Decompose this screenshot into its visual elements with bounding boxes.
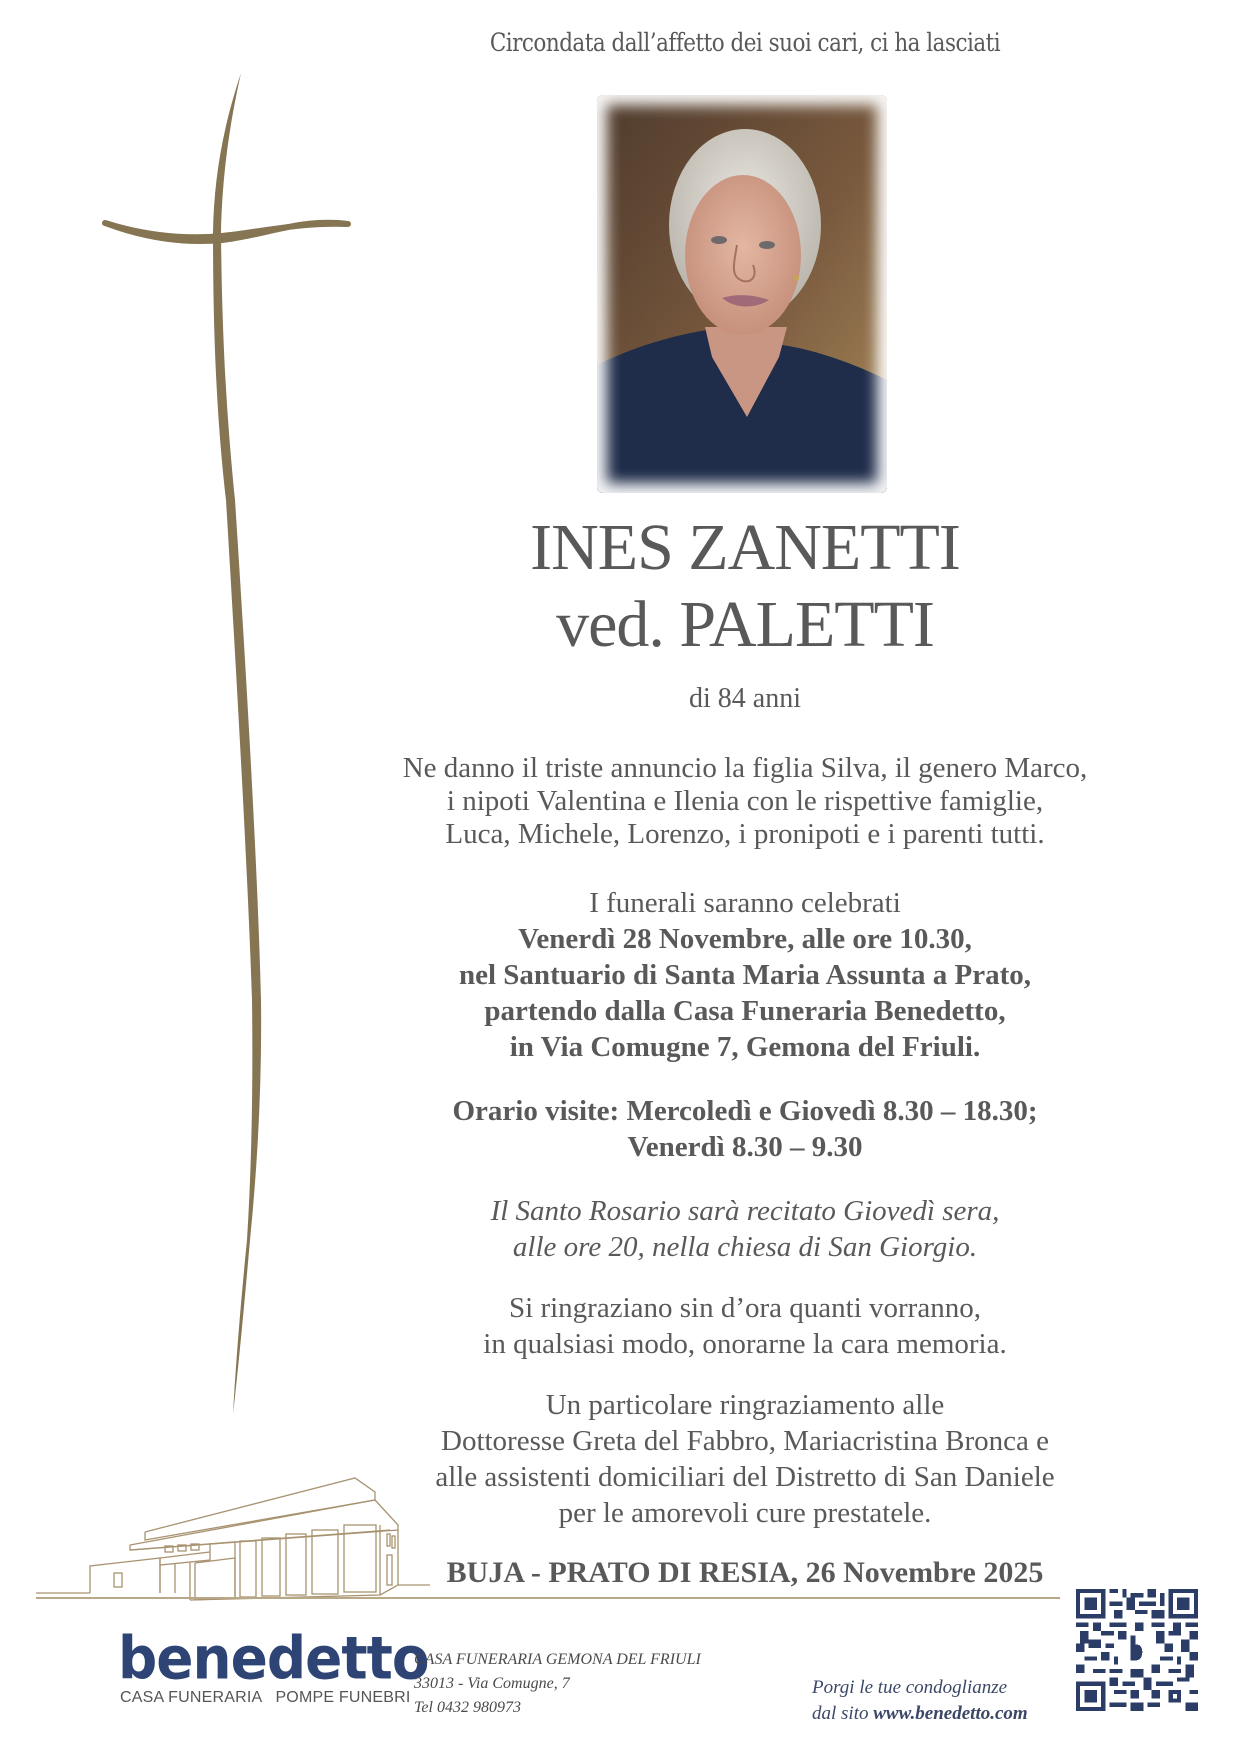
funeral-intro: I funerali saranno celebrati xyxy=(589,887,901,919)
intro-text: Circondata dall’affetto dei suoi cari, ci ha lasciati xyxy=(489,28,1001,57)
address-phone: Tel 0432 980973 xyxy=(414,1699,521,1716)
cross-icon xyxy=(0,0,400,1450)
special-thanks xyxy=(360,1387,1130,1531)
thanks-notice xyxy=(360,1290,1130,1362)
portrait-photo xyxy=(597,95,887,493)
special-thanks-line: alle assistenti domiciliari del Distretto di San Daniele xyxy=(435,1461,1055,1493)
deceased-age: di 84 anni xyxy=(689,683,801,714)
deceased-married-name: ved. PALETTI xyxy=(556,588,934,661)
special-thanks-line: Un particolare ringraziamento alle xyxy=(545,1389,945,1421)
visiting-hours-line: Venerdì 8.30 – 9.30 xyxy=(627,1131,863,1163)
visiting-hours xyxy=(360,1093,1130,1165)
funeral-church: nel Santuario di Santa Maria Assunta a Prato, xyxy=(459,959,1031,991)
divider-line xyxy=(36,1597,1060,1599)
funeral-details xyxy=(360,885,1130,1065)
funeral-date: Venerdì 28 Novembre, alle ore 10.30, xyxy=(518,923,972,955)
benedetto-logo: benedetto xyxy=(118,1624,429,1694)
address-street: 33013 - Via Comugne, 7 xyxy=(414,1675,570,1692)
funeral-departure: partendo dalla Casa Funeraria Benedetto, xyxy=(484,995,1006,1027)
deceased-name: INES ZANETTI xyxy=(530,511,960,584)
address-company: CASA FUNERARIA GEMONA DEL FRIULI xyxy=(414,1651,701,1668)
qr-code-icon[interactable] xyxy=(1076,1588,1198,1712)
family-announcement xyxy=(360,752,1130,851)
place-and-date: BUJA - PRATO DI RESIA, 26 Novembre 2025 xyxy=(446,1556,1044,1589)
thanks-line: in qualsiasi modo, onorarne la cara memoria. xyxy=(483,1328,1007,1360)
visiting-hours-line: Orario visite: Mercoledì e Giovedì 8.30 – 18.30; xyxy=(452,1095,1038,1127)
family-line: i nipoti Valentina e Ilenia con le rispettive famiglie, xyxy=(446,785,1044,817)
rosary-line: Il Santo Rosario sarà recitato Giovedì sera, xyxy=(490,1195,1000,1227)
condolence-prefix: dal sito xyxy=(812,1703,874,1724)
rosary-line: alle ore 20, nella chiesa di San Giorgio. xyxy=(512,1231,978,1263)
family-line: Ne danno il triste annuncio la figlia Silva, il genero Marco, xyxy=(402,752,1088,784)
special-thanks-line: per le amorevoli cure prestatele. xyxy=(558,1497,932,1529)
condolence-text: Porgi le tue condoglianze xyxy=(812,1677,1008,1698)
funeral-address: in Via Comugne 7, Gemona del Friuli. xyxy=(509,1031,981,1063)
family-line: Luca, Michele, Lorenzo, i pronipoti e i parenti tutti. xyxy=(445,818,1045,850)
rosary-notice xyxy=(360,1193,1130,1265)
thanks-line: Si ringraziano sin d’ora quanti vorranno, xyxy=(509,1292,981,1324)
condolence-site-line xyxy=(812,1702,1028,1726)
logo-subtitle: CASA FUNERARIA POMPE FUNEBRI xyxy=(120,1689,411,1706)
website-link[interactable]: www.benedetto.com xyxy=(873,1703,1028,1724)
special-thanks-line: Dottoresse Greta del Fabbro, Mariacristina Bronca e xyxy=(441,1425,1049,1457)
